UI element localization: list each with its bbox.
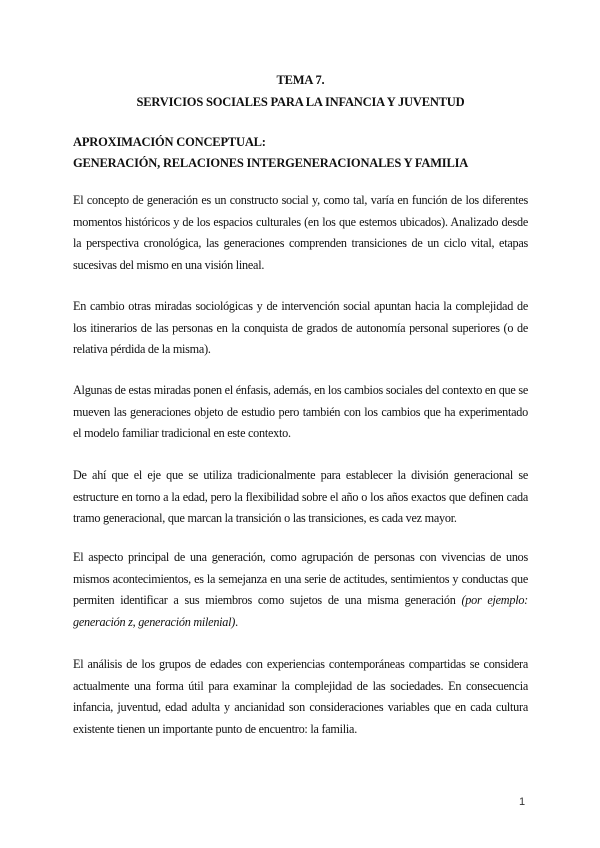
paragraph-1: El concepto de generación es un constructo social y, como tal, varía en función de los diferentes momentos históricos y de los espacios culturales (en los que estemos ubicados). Analizado desde la perspectiva cronológica, las generaciones comprenden transiciones de un ciclo vital, etapas sucesivas del mismo en una visión lineal. xyxy=(73,193,528,272)
document-page xyxy=(73,0,528,848)
section-heading-2: GENERACIÓN, RELACIONES INTERGENERACIONALES Y FAMILIA xyxy=(73,156,469,170)
paragraph-2: En cambio otras miradas sociológicas y de intervención social apuntan hacia la complejidad de los itinerarios de las personas en la conquista de grados de autonomía personal superiores (o de relativa pérdida de la misma). xyxy=(73,299,528,357)
paragraph-4: De ahí que el eje que se utiliza tradicionalmente para establecer la división generacional se estructure en torno a la edad, pero la flexibilidad sobre el año o los años exactos que definen cada tramo generacional, que marcan la transición o las transiciones, es cada vez mayor. xyxy=(73,468,528,526)
document-title-line-2: SERVICIOS SOCIALES PARA LA INFANCIA Y JUVENTUD xyxy=(136,95,465,109)
paragraph-5-end: . xyxy=(235,614,238,629)
paragraph-3: Algunas de estas miradas ponen el énfasis, además, en los cambios sociales del contexto en que se mueven las generaciones objeto de estudio pero también con los cambios que ha experimentado el modelo familiar tradicional en este contexto. xyxy=(73,383,528,441)
section-heading-1: APROXIMACIÓN CONCEPTUAL: xyxy=(73,135,266,149)
paragraph-5-italic: (por ejemplo: generación z, generación milenial) xyxy=(73,593,528,629)
document-title-line-1: TEMA 7. xyxy=(276,73,325,87)
paragraph-5 xyxy=(73,547,528,633)
page-number: 1 xyxy=(519,796,526,808)
paragraph-5-text: El aspecto principal de una generación, como agrupación de personas con vivencias de unos mismos acontecimientos, es la semejanza en una serie de actitudes, sentimientos y conductas que permiten identificar a sus miembros como sujetos de una misma generación xyxy=(73,550,528,608)
paragraph-6: El análisis de los grupos de edades con experiencias contemporáneas compartidas se considera actualmente una forma útil para examinar la complejidad de las sociedades. En consecuencia infancia, juventud, edad adulta y ancianidad son consideraciones variables que en cada cultura existente tienen un importante punto de encuentro: la familia. xyxy=(73,657,528,736)
